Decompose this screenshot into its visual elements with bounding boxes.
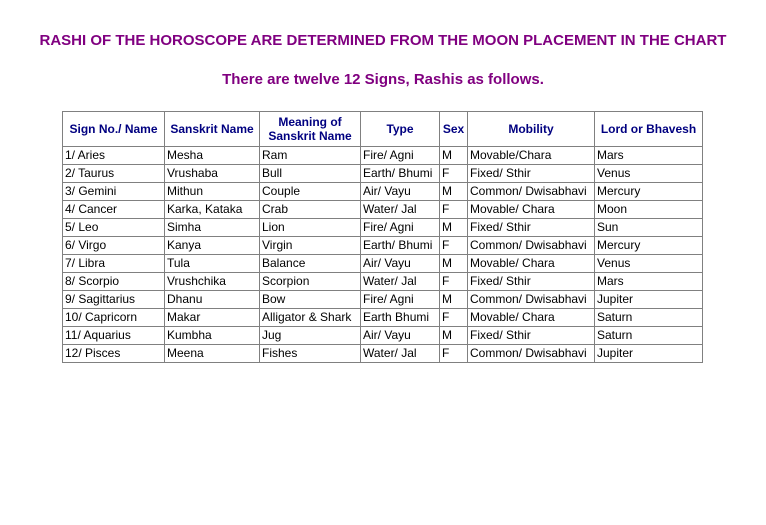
cell-sanskrit-name: Tula xyxy=(165,255,260,273)
cell-mobility: Fixed/ Sthir xyxy=(468,165,595,183)
table-row xyxy=(63,309,703,327)
cell-sanskrit-name: Karka, Kataka xyxy=(165,201,260,219)
cell-type: Earth/ Bhumi xyxy=(361,165,440,183)
cell-sign-name: 10/ Capricorn xyxy=(63,309,165,327)
cell-sex: M xyxy=(440,183,468,201)
table-row xyxy=(63,273,703,291)
cell-meaning: Jug xyxy=(260,327,361,345)
header-sanskrit-name: Sanskrit Name xyxy=(165,112,260,147)
cell-type: Fire/ Agni xyxy=(361,291,440,309)
cell-meaning: Couple xyxy=(260,183,361,201)
table-body xyxy=(63,147,703,363)
cell-meaning: Balance xyxy=(260,255,361,273)
cell-sex: F xyxy=(440,201,468,219)
cell-lord: Moon xyxy=(595,201,703,219)
cell-meaning: Alligator & Shark xyxy=(260,309,361,327)
cell-sex: F xyxy=(440,309,468,327)
cell-sign-name: 5/ Leo xyxy=(63,219,165,237)
cell-sanskrit-name: Makar xyxy=(165,309,260,327)
cell-sanskrit-name: Meena xyxy=(165,345,260,363)
cell-mobility: Common/ Dwisabhavi xyxy=(468,345,595,363)
table-row xyxy=(63,255,703,273)
cell-type: Earth Bhumi xyxy=(361,309,440,327)
cell-sanskrit-name: Kanya xyxy=(165,237,260,255)
cell-mobility: Fixed/ Sthir xyxy=(468,273,595,291)
rashi-table xyxy=(62,111,703,363)
cell-sanskrit-name: Dhanu xyxy=(165,291,260,309)
table-header-row xyxy=(63,112,703,147)
cell-sanskrit-name: Mesha xyxy=(165,147,260,165)
cell-sanskrit-name: Vrushaba xyxy=(165,165,260,183)
table-row xyxy=(63,327,703,345)
cell-lord: Venus xyxy=(595,165,703,183)
cell-sign-name: 3/ Gemini xyxy=(63,183,165,201)
cell-sex: M xyxy=(440,255,468,273)
table-row xyxy=(63,291,703,309)
cell-lord: Sun xyxy=(595,219,703,237)
cell-lord: Jupiter xyxy=(595,345,703,363)
cell-type: Earth/ Bhumi xyxy=(361,237,440,255)
cell-sign-name: 4/ Cancer xyxy=(63,201,165,219)
cell-type: Water/ Jal xyxy=(361,201,440,219)
cell-meaning: Scorpion xyxy=(260,273,361,291)
table-row xyxy=(63,219,703,237)
cell-sign-name: 1/ Aries xyxy=(63,147,165,165)
cell-type: Fire/ Agni xyxy=(361,147,440,165)
cell-sanskrit-name: Vrushchika xyxy=(165,273,260,291)
cell-lord: Saturn xyxy=(595,309,703,327)
cell-mobility: Common/ Dwisabhavi xyxy=(468,183,595,201)
cell-lord: Mercury xyxy=(595,183,703,201)
table-row xyxy=(63,183,703,201)
cell-meaning: Lion xyxy=(260,219,361,237)
cell-type: Water/ Jal xyxy=(361,345,440,363)
cell-mobility: Common/ Dwisabhavi xyxy=(468,291,595,309)
cell-sex: M xyxy=(440,219,468,237)
cell-sanskrit-name: Mithun xyxy=(165,183,260,201)
page-subtitle: There are twelve 12 Signs, Rashis as follows. xyxy=(222,71,544,88)
header-meaning: Meaning of Sanskrit Name xyxy=(260,112,361,147)
cell-meaning: Fishes xyxy=(260,345,361,363)
cell-lord: Venus xyxy=(595,255,703,273)
cell-mobility: Fixed/ Sthir xyxy=(468,327,595,345)
cell-sign-name: 6/ Virgo xyxy=(63,237,165,255)
cell-mobility: Common/ Dwisabhavi xyxy=(468,237,595,255)
header-type: Type xyxy=(361,112,440,147)
header-lord: Lord or Bhavesh xyxy=(595,112,703,147)
cell-lord: Jupiter xyxy=(595,291,703,309)
cell-sex: M xyxy=(440,147,468,165)
cell-lord: Mars xyxy=(595,273,703,291)
cell-lord: Mars xyxy=(595,147,703,165)
header-sign-name: Sign No./ Name xyxy=(63,112,165,147)
cell-mobility: Movable/ Chara xyxy=(468,309,595,327)
cell-sex: M xyxy=(440,291,468,309)
cell-type: Air/ Vayu xyxy=(361,327,440,345)
cell-sex: F xyxy=(440,345,468,363)
table-row xyxy=(63,237,703,255)
page-title: RASHI OF THE HOROSCOPE ARE DETERMINED FROM THE MOON PLACEMENT IN THE CHART xyxy=(39,32,727,49)
table-row xyxy=(63,165,703,183)
table-row xyxy=(63,201,703,219)
cell-sex: M xyxy=(440,327,468,345)
cell-sanskrit-name: Simha xyxy=(165,219,260,237)
cell-lord: Mercury xyxy=(595,237,703,255)
cell-sign-name: 2/ Taurus xyxy=(63,165,165,183)
cell-sign-name: 7/ Libra xyxy=(63,255,165,273)
cell-meaning: Ram xyxy=(260,147,361,165)
cell-sign-name: 8/ Scorpio xyxy=(63,273,165,291)
cell-sign-name: 9/ Sagittarius xyxy=(63,291,165,309)
cell-meaning: Bull xyxy=(260,165,361,183)
cell-lord: Saturn xyxy=(595,327,703,345)
table-row xyxy=(63,147,703,165)
header-mobility: Mobility xyxy=(468,112,595,147)
cell-meaning: Virgin xyxy=(260,237,361,255)
cell-mobility: Fixed/ Sthir xyxy=(468,219,595,237)
cell-type: Air/ Vayu xyxy=(361,183,440,201)
cell-sex: F xyxy=(440,273,468,291)
cell-sign-name: 12/ Pisces xyxy=(63,345,165,363)
cell-meaning: Bow xyxy=(260,291,361,309)
cell-mobility: Movable/Chara xyxy=(468,147,595,165)
cell-type: Water/ Jal xyxy=(361,273,440,291)
cell-sign-name: 11/ Aquarius xyxy=(63,327,165,345)
cell-mobility: Movable/ Chara xyxy=(468,201,595,219)
header-sex: Sex xyxy=(440,112,468,147)
cell-type: Fire/ Agni xyxy=(361,219,440,237)
cell-type: Air/ Vayu xyxy=(361,255,440,273)
cell-mobility: Movable/ Chara xyxy=(468,255,595,273)
cell-sex: F xyxy=(440,165,468,183)
table-row xyxy=(63,345,703,363)
cell-sanskrit-name: Kumbha xyxy=(165,327,260,345)
cell-sex: F xyxy=(440,237,468,255)
cell-meaning: Crab xyxy=(260,201,361,219)
